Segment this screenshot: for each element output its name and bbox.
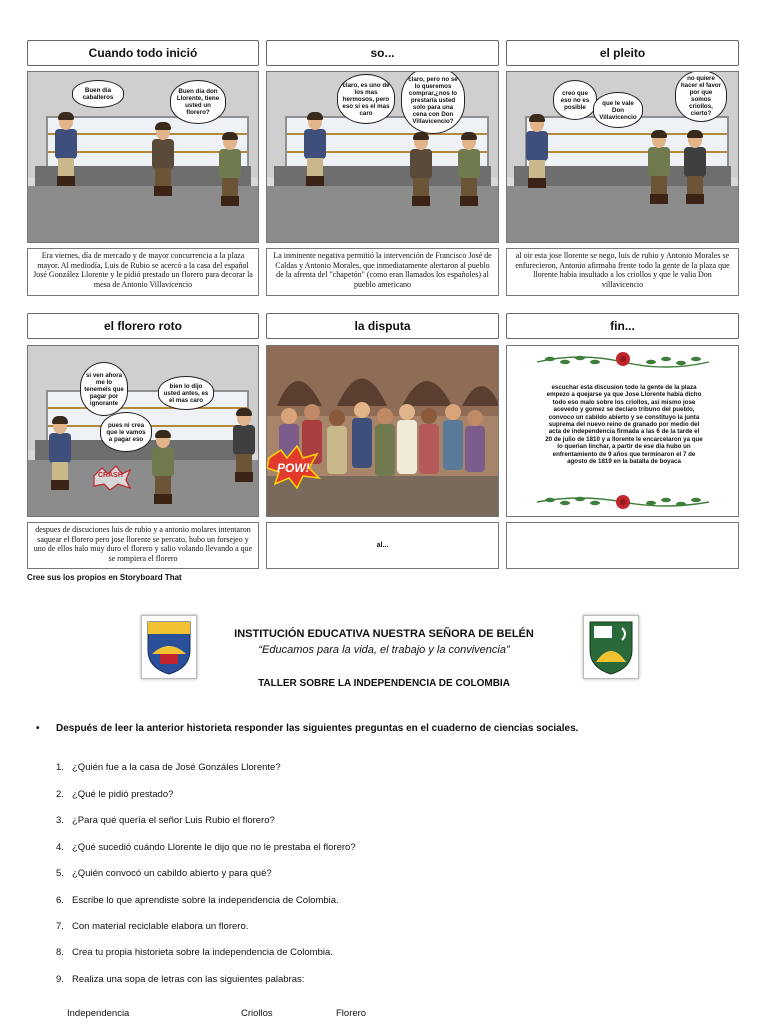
character-rubio bbox=[639, 132, 679, 212]
question-item: 3. ¿Para qué quería el señor Luis Rubio el florero? bbox=[56, 815, 275, 826]
character-morales bbox=[675, 132, 715, 212]
question-item: 9. Realiza una sopa de letras con las siguientes palabras: bbox=[56, 974, 305, 985]
panel-1-title: Cuando todo inició bbox=[27, 40, 259, 66]
flower-garland-top-icon bbox=[535, 350, 711, 370]
speech-bubble: bien lo dijo usted antes, es el mas caro bbox=[158, 376, 214, 410]
character-morales bbox=[224, 410, 259, 490]
question-item: 7. Con material reciclable elabora un florero. bbox=[56, 921, 249, 932]
panel-4-caption: despues de discuciones luis de rubio y a antonio molares intentaron saquear el florero pero jose llorente se percato, hubo un forsejeo y uno de ellos halo muy duro el florero y salio volando llevando a que se rompiera el florero bbox=[27, 522, 259, 569]
pow-text: POW! bbox=[277, 461, 310, 475]
bullet-icon: • bbox=[36, 723, 40, 734]
speech-bubble: Buen día don Llorente, tiene usted un florero? bbox=[170, 80, 226, 124]
panel-2-title: so... bbox=[266, 40, 499, 66]
panel-3-scene bbox=[506, 71, 739, 243]
speech-bubble: creo que eso no es posible bbox=[553, 80, 597, 120]
speech-bubble: no quiere hacer el favor por que somos criollos, cierto? bbox=[675, 71, 727, 122]
crash-text: CRASH bbox=[98, 472, 123, 479]
question-item: 1. ¿Quién fue a la casa de José Gonzáles Llorente? bbox=[56, 762, 281, 773]
speech-bubble: claro, pero no se lo queremos comprar,¿nos lo prestaría usted solo para una cena con Don Villavicencio? bbox=[401, 71, 465, 134]
question-item: 8. Crea tu propia historieta sobre la independencia de Colombia. bbox=[56, 947, 333, 958]
panel-5-title: la disputa bbox=[266, 313, 499, 339]
speech-bubble: pues ni crea que le vamos a pagar eso bbox=[100, 412, 152, 452]
question-item: 2. ¿Qué le pidió prestado? bbox=[56, 789, 174, 800]
character-morales bbox=[449, 134, 489, 214]
character-morales bbox=[210, 134, 250, 214]
character-llorente bbox=[517, 116, 557, 196]
workshop-title: TALLER SOBRE LA INDEPENDENCIA DE COLOMBIA bbox=[258, 678, 510, 689]
word-item: Florero bbox=[336, 1008, 367, 1019]
storyboard-credit: Cree sus los propios en Storyboard That bbox=[27, 573, 182, 582]
panel-4-title: el florero roto bbox=[27, 313, 259, 339]
character-llorente bbox=[46, 114, 86, 194]
character-rubio bbox=[401, 134, 441, 214]
character-llorente bbox=[40, 418, 80, 498]
panel-2-caption: La inminente negativa permitió la intervención de Francisco José de Caldas y Antonio Morales, que inmediatamente alertaron al pueblo de la afrenta del "chapetón" (como eran llamados los españoles) al pueblo americano bbox=[266, 248, 499, 296]
panel-3-title: el pleito bbox=[506, 40, 739, 66]
speech-bubble: Buen día caballeros bbox=[72, 80, 124, 108]
question-item: 6. Escribe lo que aprendiste sobre la independencia de Colombia. bbox=[56, 895, 339, 906]
character-llorente bbox=[295, 114, 335, 194]
school-motto: “Educamos para la vida, el trabajo y la convivencia” bbox=[258, 644, 510, 656]
broken-vase bbox=[92, 464, 132, 490]
school-name: INSTITUCIÓN EDUCATIVA NUESTRA SEÑORA DE BELÉN bbox=[234, 628, 534, 640]
school-crest-left-icon bbox=[141, 615, 197, 679]
speech-bubble: si ven ahora me lo tenemeis que pagar por ignorante bbox=[80, 362, 128, 416]
speech-bubble: claro, es uno de los mas hermosos, pero eso si es el mas caro bbox=[337, 74, 395, 124]
character-rubio bbox=[143, 432, 183, 512]
school-crest-right-icon bbox=[583, 615, 639, 679]
speech-bubble: que le vale Don Villavicencio bbox=[593, 92, 643, 128]
panel-2-scene bbox=[266, 71, 499, 243]
panel-3-caption: al oir esta jose llorente se nego, luis de rubio y Antonio Morales se enfurecieron, Antonio afirmaba frente todo la gente de la plaza que llorente habia insultado a los criollos y que le valia Don villavicencio bbox=[506, 248, 739, 296]
question-item: 4. ¿Qué sucedió cuándo Llorente le dijo que no le prestaba el florero? bbox=[56, 842, 356, 853]
panel-1-caption: Era viernes, día de mercado y de mayor concurrencia a la plaza mayor. Al mediodía, Luis de Rubio se acercó a la casa del español José González Llorente y le pidió prestado un florero para decorar la mesa de Antonio Villavicencio bbox=[27, 248, 259, 296]
flower-garland-bottom-icon bbox=[535, 492, 711, 512]
crowd-scene bbox=[267, 346, 499, 517]
panel-5-caption: al... bbox=[266, 522, 499, 569]
question-item: 5. ¿Quién convocó un cabildo abierto y para qué? bbox=[56, 868, 272, 879]
instruction: • Después de leer la anterior historieta responder las siguientes preguntas en el cuaderno de ciencias sociales. bbox=[36, 723, 579, 734]
word-item: Criollos bbox=[241, 1008, 273, 1019]
panel-6-title: fin... bbox=[506, 313, 739, 339]
panel-1-scene bbox=[27, 71, 259, 243]
storyboard-link[interactable]: Storyboard That bbox=[119, 573, 182, 582]
character-rubio bbox=[143, 124, 183, 204]
panel-6-caption bbox=[506, 522, 739, 569]
panel-5-scene bbox=[266, 345, 499, 517]
panel-6-text: escuchar esta discusion todo la gente de la plaza empezo a quejarse ya que Jose Llorente habia dicho todo eso malo sobre los criollos, asi mismo jose acevedo y gomez se declaro tribuno del pueblo, convoco un cabildo abierto y se constituyo la junta suprema del nuevo reino de granado por medio del acta de independencia firmada a las 6 de la tarde el 20 de julio de 1810 y a llorente le encarcelaron ya que lo querian linchar, a partir de ese dia hubo un enfrentamiento de 9 años que terminaron el 7 de agosto de 1819 en la batalla de boyaca bbox=[545, 384, 703, 466]
word-item: Independencia bbox=[67, 1008, 130, 1019]
panel-4-scene bbox=[27, 345, 259, 517]
panel-6-scene bbox=[506, 345, 739, 517]
